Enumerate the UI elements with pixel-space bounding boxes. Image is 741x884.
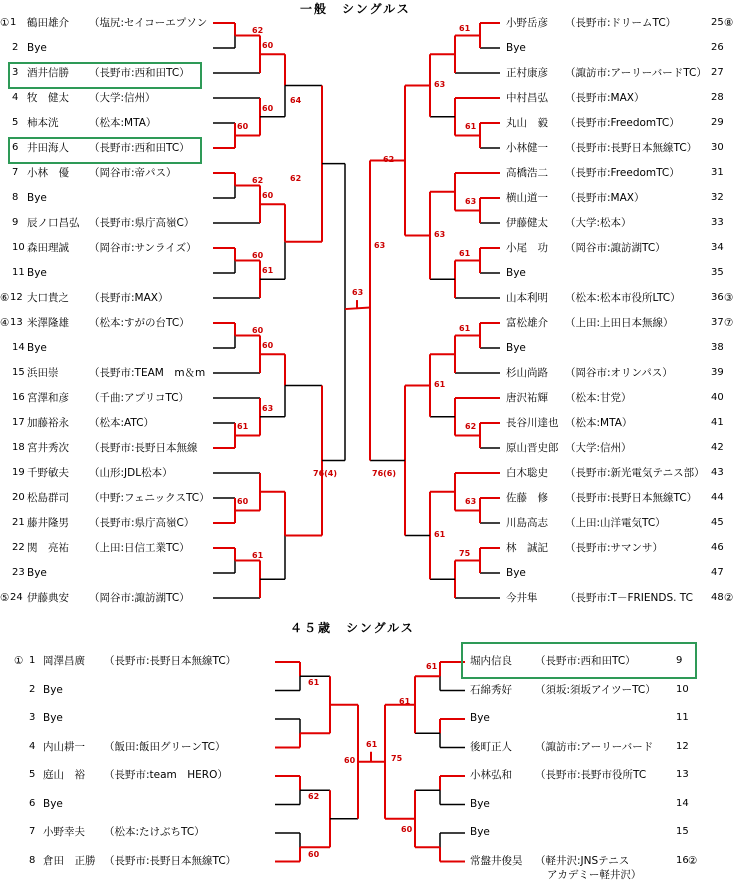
player-team: （上田:日信工業TC） bbox=[89, 542, 190, 554]
player-name: 岡澤昌廣 bbox=[43, 655, 85, 667]
match-score: 62 bbox=[383, 154, 395, 164]
final-score: 63 bbox=[352, 288, 364, 298]
player-team: （長野市:西和田TC） bbox=[89, 67, 190, 79]
draw-number: 8 bbox=[12, 192, 19, 203]
seed-mark: ② bbox=[724, 592, 734, 604]
player-name: 高橋浩二 bbox=[506, 167, 548, 179]
seed-mark: ⑥ bbox=[0, 292, 10, 304]
player-team: （松本:たけぶちTC） bbox=[104, 826, 205, 838]
player-name: 後町正人 bbox=[470, 740, 512, 753]
draw-number: 17 bbox=[12, 417, 25, 428]
draw-number: 10 bbox=[12, 242, 25, 253]
match-score: 61 bbox=[434, 529, 446, 539]
player-team: （岡谷市:オリンパス） bbox=[565, 367, 673, 379]
player-name: Bye bbox=[27, 342, 47, 354]
match-score: 63 bbox=[262, 403, 274, 413]
draw-number: 13 bbox=[10, 317, 23, 328]
player-team: （長野市:長野市役所TC bbox=[535, 769, 647, 781]
player-name: Bye bbox=[506, 42, 526, 54]
draw-number: 11 bbox=[676, 712, 689, 723]
draw-number: 20 bbox=[12, 492, 25, 503]
player-name: 井田海人 bbox=[27, 142, 69, 154]
player-name: 倉田 正勝 bbox=[43, 854, 96, 867]
player-team-continued: アカデミー軽井沢） bbox=[547, 868, 642, 881]
player-team: （長野市:TEAM m＆m bbox=[89, 367, 206, 379]
draw-number: 45 bbox=[711, 517, 724, 528]
player-team: （長野市:サマンサ） bbox=[565, 542, 664, 554]
draw-number: 2 bbox=[12, 42, 19, 53]
player-team: （軽井沢:JNSテニス bbox=[535, 854, 630, 867]
draw-number: 8 bbox=[29, 854, 36, 866]
player-team: （長野市:FreedomTC） bbox=[565, 167, 680, 179]
player-name: 今井隼 bbox=[506, 592, 538, 604]
player-team: （松本:MTA） bbox=[565, 417, 633, 429]
player-team: （長野市:MAX） bbox=[89, 292, 169, 304]
draw-number: 6 bbox=[29, 797, 36, 809]
player-name: 酒井信勝 bbox=[27, 67, 69, 79]
player-name: 宮井秀次 bbox=[27, 442, 69, 454]
player-name: 柿本洸 bbox=[27, 117, 59, 129]
player-name: 伊藤健太 bbox=[506, 217, 548, 229]
draw-number: 23 bbox=[12, 567, 25, 578]
draw-number: 35 bbox=[711, 267, 724, 278]
draw-number: 25 bbox=[711, 17, 724, 28]
match-score: 61 bbox=[237, 421, 249, 431]
match-score: 62 bbox=[252, 175, 264, 185]
match-score: 61 bbox=[465, 121, 477, 131]
draw-number: 22 bbox=[12, 542, 25, 553]
draw-number: 32 bbox=[711, 192, 724, 203]
player-team: （長野市:新光電気テニス部） bbox=[565, 467, 705, 479]
match-score: 61 bbox=[434, 379, 446, 389]
match-score: 61 bbox=[308, 678, 320, 688]
draw-number: 43 bbox=[711, 467, 724, 478]
match-score: 63 bbox=[374, 240, 386, 250]
player-team: （塩尻:セイコーエプソン bbox=[89, 17, 208, 29]
match-score: 75 bbox=[459, 548, 471, 558]
draw-number: 30 bbox=[711, 142, 724, 153]
player-name: 小林健一 bbox=[506, 142, 548, 154]
draw-number: 10 bbox=[676, 683, 689, 695]
player-team: （大学:松本） bbox=[565, 217, 632, 229]
match-score: 64 bbox=[290, 95, 302, 105]
player-team: （長野市:T－FRIENDS. TC bbox=[565, 592, 693, 604]
player-name: 原山晋史郎 bbox=[506, 442, 559, 454]
final-score: 61 bbox=[366, 739, 378, 749]
player-team: （上田:上田日本無線） bbox=[565, 317, 674, 329]
draw-number: 1 bbox=[29, 655, 36, 666]
draw-number: 1 bbox=[10, 17, 17, 28]
player-name: 庭山 裕 bbox=[43, 769, 85, 781]
match-score: 61 bbox=[252, 550, 264, 560]
match-score: 60 bbox=[262, 103, 274, 113]
match-score: 75 bbox=[391, 753, 403, 763]
player-team: （山形:JDL松本） bbox=[89, 467, 173, 479]
draw-number: 13 bbox=[676, 769, 689, 780]
seed-mark: ② bbox=[688, 854, 698, 867]
player-team: （松本:松本市役所LTC） bbox=[565, 292, 681, 304]
player-name: Bye bbox=[506, 567, 526, 579]
player-team: （岡谷市:諏訪湖TC） bbox=[89, 592, 190, 604]
player-name: Bye bbox=[27, 42, 47, 54]
match-score: 60 bbox=[237, 496, 249, 506]
player-team: （飯田:飯田グリーンTC） bbox=[104, 740, 226, 753]
player-name: 正村康彦 bbox=[506, 67, 548, 79]
player-team: （諏訪市:アーリーバードTC） bbox=[565, 67, 707, 79]
match-score: 61 bbox=[262, 266, 274, 276]
seed-mark: ⑧ bbox=[724, 17, 734, 29]
player-name: 山本利明 bbox=[506, 292, 548, 304]
player-team: （中野:フェニックスTC） bbox=[89, 492, 210, 504]
match-score: 60 bbox=[252, 250, 264, 260]
draw-number: 12 bbox=[10, 292, 23, 303]
seed-mark: ① bbox=[14, 655, 24, 667]
player-team: （長野市:長野日本無線TC） bbox=[565, 492, 698, 504]
player-name: 石綿秀好 bbox=[470, 683, 512, 696]
draw-number: 42 bbox=[711, 442, 724, 453]
player-team: （長野市:長野日本無線TC） bbox=[104, 854, 237, 867]
player-name: 牧 健太 bbox=[27, 92, 69, 104]
player-name: 林 誠記 bbox=[506, 542, 548, 554]
over45-title: ４５歳 シングルス bbox=[290, 621, 415, 635]
draw-number: 9 bbox=[676, 655, 683, 666]
draw-number: 29 bbox=[711, 117, 724, 128]
draw-number: 5 bbox=[12, 117, 19, 128]
player-team: （岡谷市:帝パス） bbox=[89, 167, 177, 179]
player-team: （大学:信州） bbox=[565, 442, 632, 454]
match-score: 61 bbox=[459, 248, 471, 258]
player-team: （岡谷市:サンライズ） bbox=[89, 242, 197, 254]
draw-number: 2 bbox=[29, 683, 36, 695]
match-score: 63 bbox=[434, 79, 446, 89]
draw-number: 18 bbox=[12, 442, 25, 453]
player-team: （長野市:県庁高嶺C） bbox=[89, 517, 195, 529]
player-name: 常盤井俊昊 bbox=[470, 854, 523, 867]
draw-number: 28 bbox=[711, 92, 724, 103]
player-name: Bye bbox=[43, 797, 63, 810]
player-name: Bye bbox=[506, 342, 526, 354]
player-name: 小林 優 bbox=[27, 167, 69, 179]
player-name: Bye bbox=[27, 567, 47, 579]
player-team: （長野市:team HERO） bbox=[104, 769, 228, 781]
player-team: （須坂:須坂アイツーTC） bbox=[535, 683, 656, 696]
player-team: （長野市:長野日本無線TC） bbox=[104, 655, 237, 667]
player-name: 藤井隆男 bbox=[27, 517, 69, 529]
draw-number: 15 bbox=[12, 367, 25, 378]
draw-number: 12 bbox=[676, 740, 689, 752]
draw-number: 5 bbox=[29, 769, 36, 780]
seed-mark: ⑦ bbox=[724, 317, 734, 329]
player-name: 関 亮祐 bbox=[27, 542, 69, 554]
draw-number: 3 bbox=[29, 712, 36, 723]
match-score: 63 bbox=[434, 229, 446, 239]
draw-number: 14 bbox=[12, 342, 25, 353]
player-name: Bye bbox=[470, 712, 490, 724]
match-score: 60 bbox=[401, 824, 413, 834]
draw-number: 19 bbox=[12, 467, 25, 478]
match-score: 62 bbox=[308, 792, 320, 802]
draw-number: 3 bbox=[12, 67, 19, 78]
player-team: （松本:ATC） bbox=[89, 417, 155, 429]
player-team: （長野市:MAX） bbox=[565, 92, 645, 104]
player-name: 米澤隆雄 bbox=[27, 317, 69, 329]
draw-number: 14 bbox=[676, 797, 689, 809]
player-team: （長野市:ドリームTC） bbox=[565, 17, 677, 29]
match-score: 63 bbox=[465, 496, 477, 506]
draw-number: 41 bbox=[711, 417, 724, 428]
draw-number: 4 bbox=[12, 92, 19, 103]
match-score: 60 bbox=[237, 121, 249, 131]
draw-number: 47 bbox=[711, 567, 724, 578]
player-name: 大口貴之 bbox=[27, 292, 69, 304]
player-name: Bye bbox=[27, 192, 47, 204]
player-name: 宮澤和彦 bbox=[27, 392, 69, 404]
player-team: （大学:信州） bbox=[89, 92, 156, 104]
match-score: 61 bbox=[459, 23, 471, 33]
player-name: Bye bbox=[43, 683, 63, 696]
draw-number: 7 bbox=[12, 167, 19, 178]
player-name: 浜田崇 bbox=[27, 367, 59, 379]
player-team: （上田:山洋電気TC） bbox=[565, 517, 666, 529]
draw-number: 36 bbox=[711, 292, 724, 303]
match-score: 62 bbox=[465, 421, 477, 431]
player-team: （長野市:西和田TC） bbox=[89, 142, 190, 154]
player-team: （長野市:長野日本無線 bbox=[89, 442, 198, 454]
draw-number: 4 bbox=[29, 740, 36, 752]
draw-number: 46 bbox=[711, 542, 724, 553]
player-name: 川島高志 bbox=[506, 517, 548, 529]
player-team: （長野市:西和田TC） bbox=[535, 655, 636, 667]
match-score: 76(4) bbox=[313, 468, 338, 478]
player-name: 小野幸夫 bbox=[43, 826, 85, 838]
match-score: 61 bbox=[399, 696, 411, 706]
draw-number: 33 bbox=[711, 217, 724, 228]
player-name: 加藤裕永 bbox=[27, 417, 69, 429]
draw-number: 26 bbox=[711, 42, 724, 53]
player-name: 堀内信良 bbox=[470, 655, 512, 667]
match-score: 60 bbox=[262, 41, 274, 51]
draw-number: 11 bbox=[12, 267, 25, 278]
draw-number: 16 bbox=[676, 854, 689, 866]
match-score: 62 bbox=[252, 25, 264, 35]
player-name: 佐藤 修 bbox=[506, 492, 548, 504]
player-team: （松本:MTA） bbox=[89, 117, 157, 129]
player-team: （松本:すがの台TC） bbox=[89, 317, 190, 329]
player-name: 松島群司 bbox=[27, 492, 69, 504]
draw-number: 37 bbox=[711, 317, 724, 328]
player-name: 丸山 毅 bbox=[506, 117, 548, 129]
player-team: （長野市:MAX） bbox=[565, 192, 645, 204]
player-name: 横山道一 bbox=[506, 192, 548, 204]
player-name: 千野敏夫 bbox=[27, 467, 69, 479]
draw-number: 40 bbox=[711, 392, 724, 403]
draw-number: 44 bbox=[711, 492, 724, 503]
draw-number: 16 bbox=[12, 392, 25, 403]
draw-number: 7 bbox=[29, 826, 36, 837]
player-name: 富松雄介 bbox=[506, 317, 548, 329]
player-name: Bye bbox=[27, 267, 47, 279]
player-name: 唐沢祐輝 bbox=[506, 392, 548, 404]
player-name: 杉山尚路 bbox=[506, 367, 548, 379]
player-name: 白木聡史 bbox=[506, 467, 548, 479]
player-name: 鶴田雄介 bbox=[27, 17, 69, 29]
match-score: 63 bbox=[465, 196, 477, 206]
player-name: Bye bbox=[470, 826, 490, 838]
match-score: 62 bbox=[290, 173, 302, 183]
player-team: （長野市:県庁高嶺C） bbox=[89, 217, 195, 229]
player-team: （岡谷市:諏訪湖TC） bbox=[565, 242, 666, 254]
draw-number: 27 bbox=[711, 67, 724, 78]
draw-number: 48 bbox=[711, 592, 724, 603]
match-score: 60 bbox=[308, 850, 320, 860]
seed-mark: ④ bbox=[0, 317, 10, 329]
draw-number: 9 bbox=[12, 217, 19, 228]
match-score: 61 bbox=[459, 323, 471, 333]
match-score: 60 bbox=[262, 341, 274, 351]
draw-number: 31 bbox=[711, 167, 724, 178]
player-name: Bye bbox=[470, 797, 490, 810]
player-name: Bye bbox=[43, 712, 63, 724]
player-name: 内山耕一 bbox=[43, 740, 85, 753]
player-team: （諏訪市:アーリーバード bbox=[535, 740, 654, 753]
draw-number: 15 bbox=[676, 826, 689, 837]
draw-number: 34 bbox=[711, 242, 724, 253]
draw-number: 21 bbox=[12, 517, 25, 528]
match-score: 60 bbox=[262, 191, 274, 201]
player-team: （松本:甘党） bbox=[565, 392, 632, 404]
general-title: 一般 シングルス bbox=[300, 2, 411, 16]
player-name: 小尾 功 bbox=[506, 242, 548, 254]
player-team: （千曲:アプリコTC） bbox=[89, 392, 190, 404]
draw-number: 6 bbox=[12, 142, 19, 153]
player-name: 辰ノ口昌弘 bbox=[27, 217, 80, 229]
player-name: 長谷川達也 bbox=[506, 417, 559, 429]
player-name: 小林弘和 bbox=[470, 769, 512, 781]
player-team: （長野市:FreedomTC） bbox=[565, 117, 680, 129]
draw-number: 39 bbox=[711, 367, 724, 378]
player-name: 森田理誠 bbox=[27, 242, 69, 254]
match-score: 60 bbox=[344, 755, 356, 765]
seed-mark: ⑤ bbox=[0, 592, 10, 604]
player-team: （長野市:長野日本無線TC） bbox=[565, 142, 698, 154]
seed-mark: ① bbox=[0, 17, 10, 29]
player-name: 小野岳彦 bbox=[506, 17, 548, 29]
player-name: 中村昌弘 bbox=[506, 92, 548, 104]
player-name: 伊藤典安 bbox=[27, 592, 69, 604]
player-name: Bye bbox=[506, 267, 526, 279]
match-score: 61 bbox=[426, 662, 438, 672]
seed-mark: ③ bbox=[724, 292, 734, 304]
draw-number: 38 bbox=[711, 342, 724, 353]
match-score: 76(6) bbox=[372, 468, 397, 478]
match-score: 60 bbox=[252, 325, 264, 335]
draw-number: 24 bbox=[10, 592, 23, 603]
